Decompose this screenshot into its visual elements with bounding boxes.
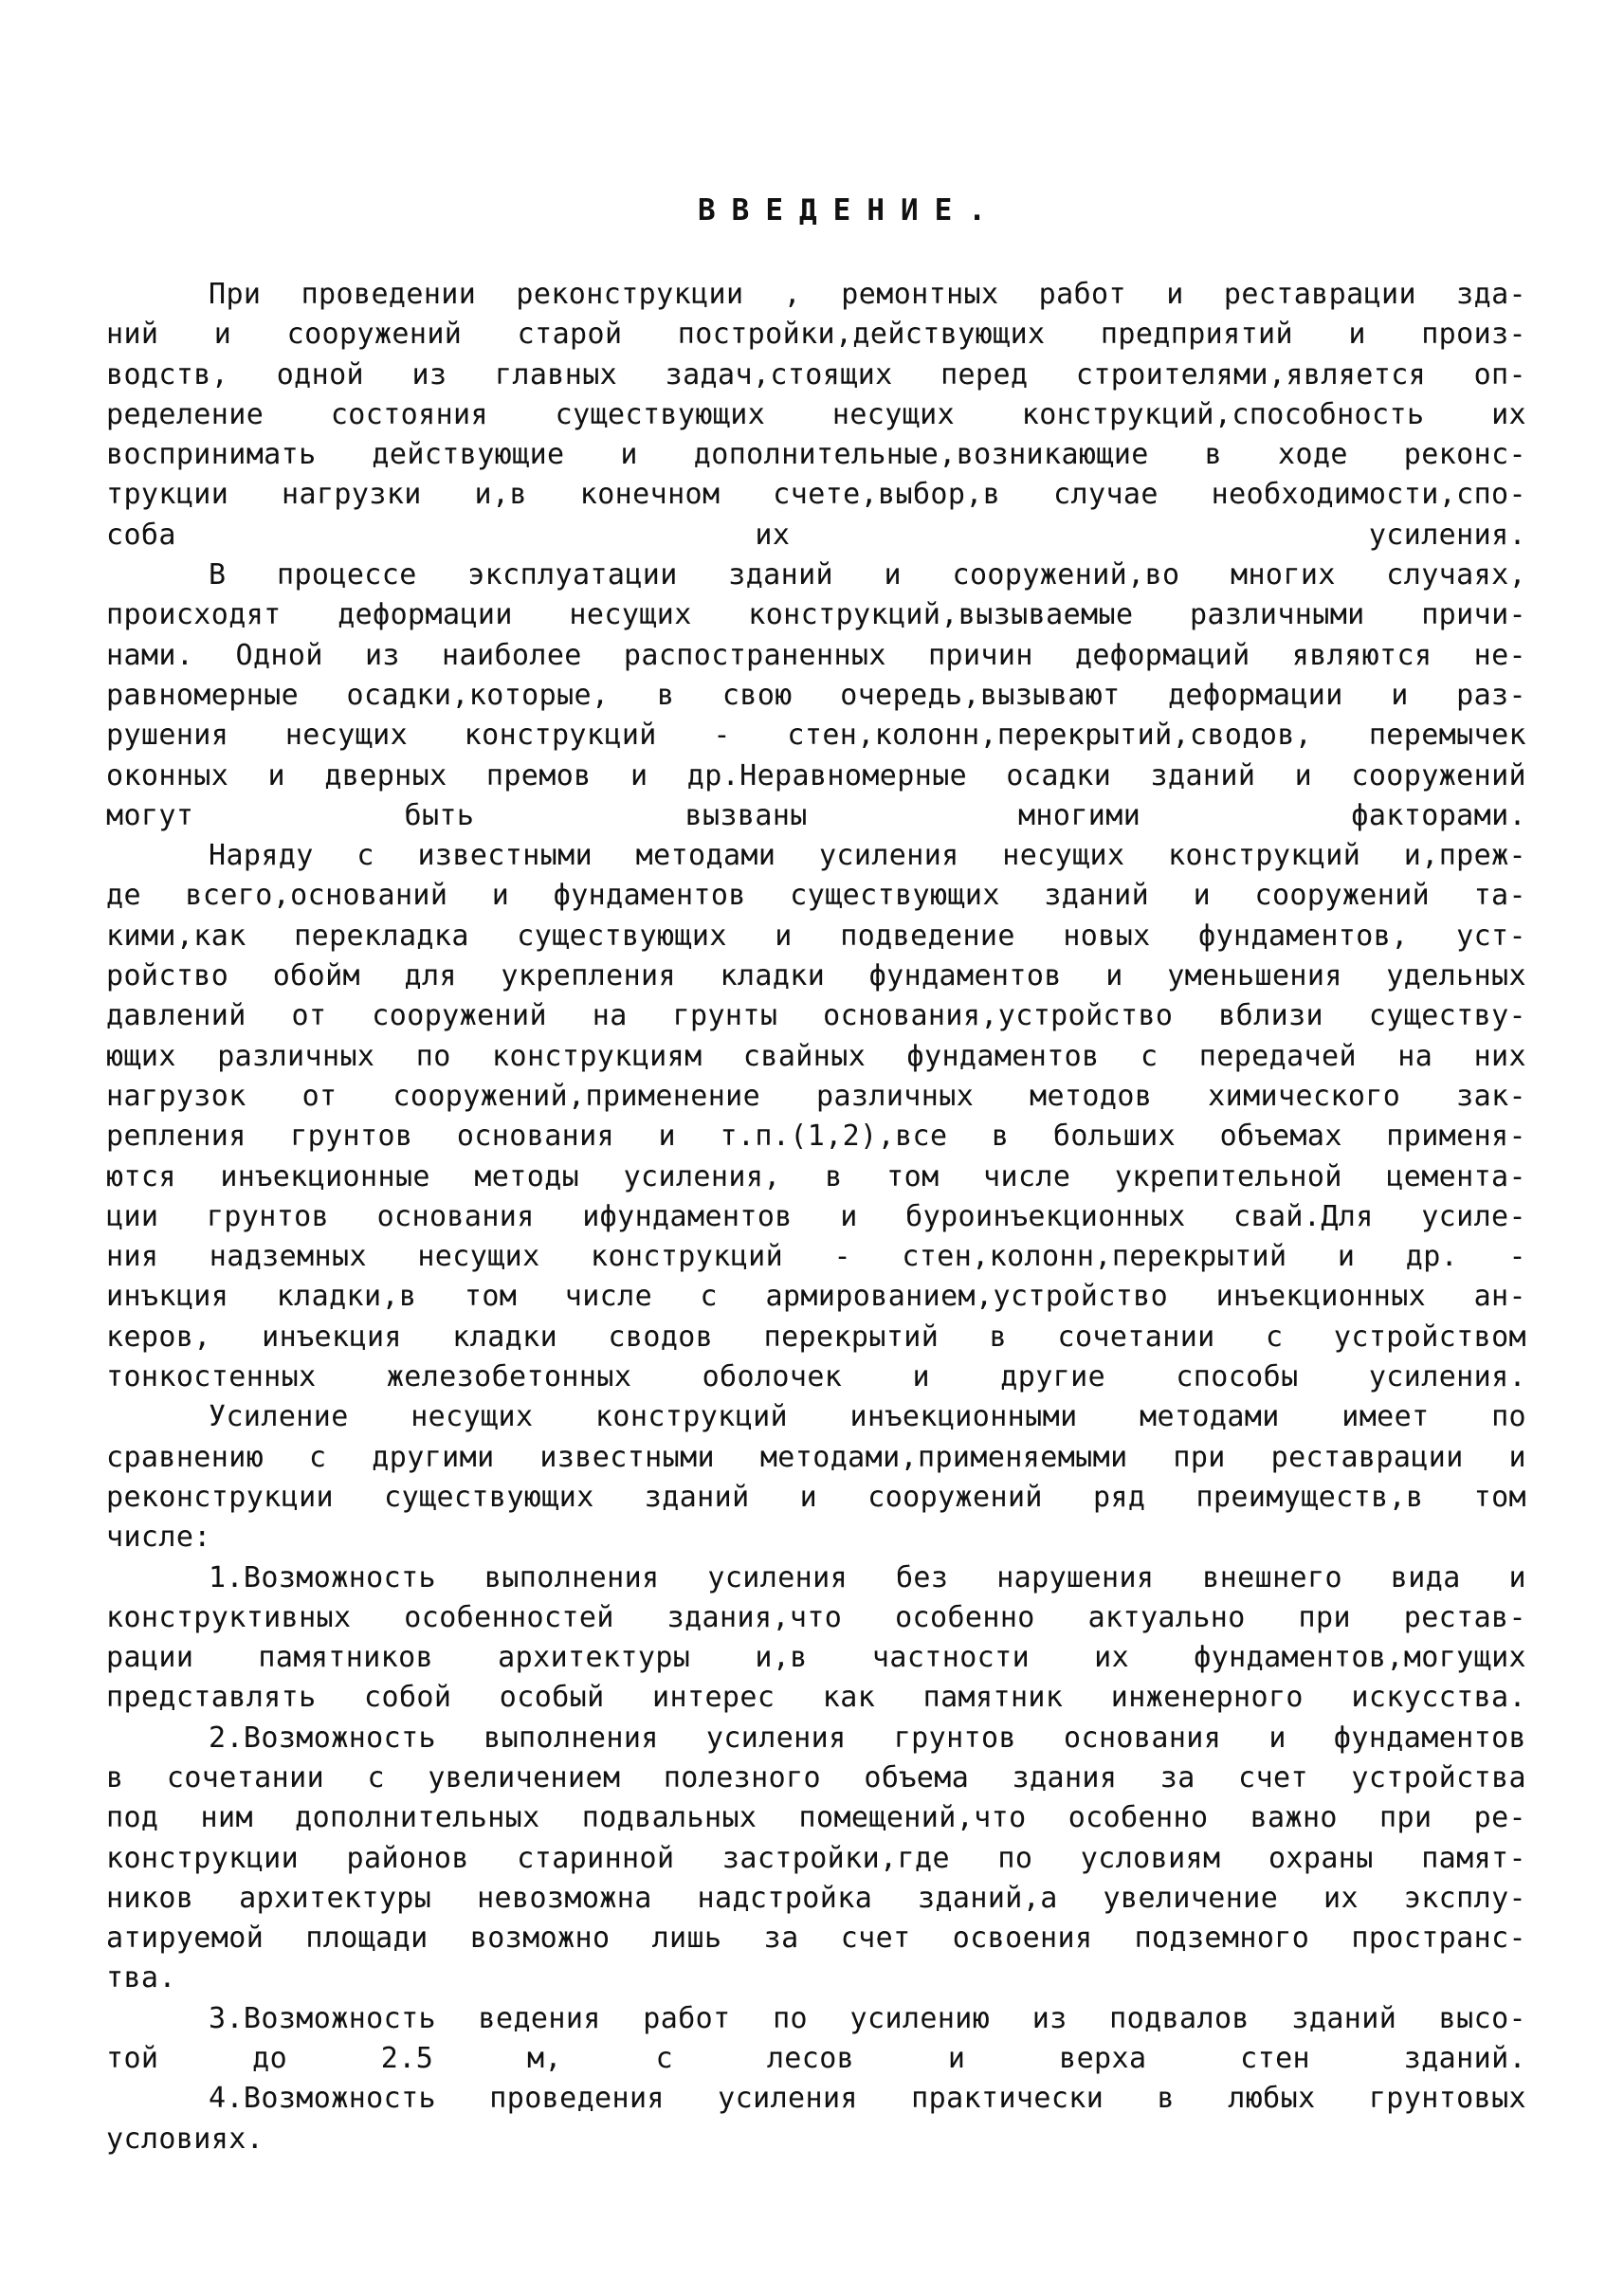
text-line-content: ции грунтов основания ифундаментов и буроинъекционных свай.Для усиле- xyxy=(106,1199,1526,1233)
text-line xyxy=(0,315,1624,355)
text-line-content: рации памятников архитектуры и,в частности их фундаментов,могущих xyxy=(106,1641,1526,1675)
text-line-content: водств, одной из главных задач,стоящих перед строителями,является оп- xyxy=(106,357,1526,392)
text-line xyxy=(0,435,1624,475)
text-line xyxy=(0,1077,1624,1117)
text-line-content: керов, инъекция кладки сводов перекрытий в сочетании с устройством xyxy=(106,1320,1526,1354)
text-line xyxy=(0,636,1624,676)
text-line-content: воспринимать действующие и дополнительные,возникающие в ходе реконс- xyxy=(106,438,1526,472)
text-line-content: представлять собой особый интерес как памятник инженерного искусства. xyxy=(106,1681,1526,1715)
text-line xyxy=(0,1237,1624,1277)
text-line xyxy=(0,716,1624,756)
text-line-content: репления грунтов основания и т.п.(1,2),все в больших объемах применя- xyxy=(106,1120,1526,1154)
text-line-content: трукции нагрузки и,в конечном счете,выбор,в случае необходимости,спо- xyxy=(106,478,1526,512)
text-line-content: инъкция кладки,в том числе с армированием,устройство инъекционных ан- xyxy=(106,1280,1526,1314)
text-line xyxy=(0,956,1624,996)
text-line-content: ющих различных по конструкциям свайных фундаментов с передачей на них xyxy=(106,1039,1526,1073)
text-line-content: ройство обойм для укрепления кладки фундаментов и уменьшения удельных xyxy=(106,959,1526,993)
text-line xyxy=(0,756,1624,796)
text-line xyxy=(0,1879,1624,1919)
text-line-content: под ним дополнительных подвальных помещений,что особенно важно при ре- xyxy=(106,1801,1526,1835)
text-line-content: оконных и дверных премов и др.Неравномерные осадки зданий и сооружений xyxy=(106,758,1526,792)
text-line-content: соба их усиления. xyxy=(106,518,1526,552)
text-line xyxy=(0,1678,1624,1718)
text-line xyxy=(0,1037,1624,1077)
text-line xyxy=(0,1558,1624,1598)
text-line-content: нагрузок от сооружений,применение различных методов химического зак- xyxy=(106,1079,1526,1113)
text-line xyxy=(0,1798,1624,1838)
text-line-content: условиях. xyxy=(106,2122,265,2156)
text-line-content: той до 2.5 м, с лесов и верха стен зданий. xyxy=(106,2042,1526,2076)
text-line xyxy=(0,1598,1624,1638)
text-line-content: равномерные осадки,которые, в свою очередь,вызывают деформации и раз- xyxy=(106,678,1526,712)
text-line-content: В процессе эксплуатации зданий и сооружений,во многих случаях, xyxy=(209,558,1526,592)
text-line xyxy=(0,1478,1624,1518)
text-line-content: могут быть вызваны многими факторами. xyxy=(106,798,1526,832)
text-line xyxy=(0,2039,1624,2079)
text-line xyxy=(0,996,1624,1036)
text-line-content: тонкостенных железобетонных оболочек и другие способы усиления. xyxy=(106,1360,1526,1394)
text-line xyxy=(0,1958,1624,1998)
text-line-content: кими,как перекладка существующих и подведение новых фундаментов, уст- xyxy=(106,919,1526,953)
text-line-content: реконструкции существующих зданий и сооружений ряд преимуществ,в том xyxy=(106,1480,1526,1514)
text-line-content: атируемой площади возможно лишь за счет освоения подземного пространс- xyxy=(106,1922,1526,1956)
text-line-content: происходят деформации несущих конструкций,вызываемые различными причи- xyxy=(106,598,1526,632)
text-line-content: нами. Одной из наиболее распостраненных причин деформаций являются не- xyxy=(106,638,1526,672)
text-line xyxy=(0,1197,1624,1237)
text-line-content: При проведении реконструкции , ремонтных работ и реставрации зда- xyxy=(209,278,1526,311)
text-line-content: конструктивных особенностей здания,что особенно актуально при рестав- xyxy=(106,1600,1526,1634)
text-line xyxy=(0,836,1624,876)
text-line xyxy=(0,1277,1624,1317)
text-line xyxy=(0,355,1624,395)
text-line-content: сравнению с другими известными методами,применяемыми при реставрации и xyxy=(106,1440,1526,1474)
text-line xyxy=(0,595,1624,635)
text-line-content: Наряду с известными методами усиления несущих конструкций и,преж- xyxy=(209,839,1526,873)
text-line xyxy=(0,1397,1624,1437)
text-line xyxy=(0,676,1624,716)
text-line xyxy=(0,1758,1624,1798)
text-line xyxy=(0,1839,1624,1879)
text-line-content: 2.Возможность выполнения усиления грунтов основания и фундаментов xyxy=(209,1721,1526,1755)
text-line xyxy=(0,2120,1624,2159)
text-line-content: ределение состояния существующих несущих конструкций,способность их xyxy=(106,397,1526,431)
text-line xyxy=(0,556,1624,595)
text-line xyxy=(0,1638,1624,1678)
text-line xyxy=(0,1919,1624,1958)
text-line xyxy=(0,876,1624,916)
text-line xyxy=(0,1357,1624,1397)
text-line xyxy=(0,796,1624,836)
text-line-content: числе: xyxy=(106,1521,211,1555)
text-line xyxy=(0,275,1624,315)
text-line xyxy=(0,1719,1624,1758)
text-line-content: де всего,оснований и фундаментов существующих зданий и сооружений та- xyxy=(106,879,1526,913)
text-line-content: ются инъекционные методы усиления, в том числе укрепительной цемента- xyxy=(106,1159,1526,1193)
text-line xyxy=(0,2079,1624,2119)
text-line xyxy=(0,475,1624,515)
text-line-content: 4.Возможность проведения усиления практически в любых грунтовых xyxy=(209,2082,1526,2116)
text-line xyxy=(0,1157,1624,1197)
text-line-content: ников архитектуры невозможна надстройка зданий,а увеличение их эксплу- xyxy=(106,1881,1526,1915)
page-title: ВВЕДЕНИЕ. xyxy=(698,193,1002,228)
text-line-content: Усиление несущих конструкций инъекционными методами имеет по xyxy=(209,1400,1526,1434)
text-line-content: в сочетании с увеличением полезного объема здания за счет устройства xyxy=(106,1760,1526,1794)
text-line xyxy=(0,1318,1624,1357)
text-line-content: ния надземных несущих конструкций - стен,колонн,перекрытий и др. - xyxy=(106,1240,1526,1274)
text-line xyxy=(0,1438,1624,1478)
text-line-content: тва. xyxy=(106,1961,176,1995)
text-line xyxy=(0,1999,1624,2039)
text-line-content: давлений от сооружений на грунты основания,устройство вблизи существу- xyxy=(106,999,1526,1033)
text-body xyxy=(0,275,1624,2159)
text-line-content: конструкции районов старинной застройки,где по условиям охраны памят- xyxy=(106,1841,1526,1875)
text-line-content: 1.Возможность выполнения усиления без нарушения внешнего вида и xyxy=(209,1560,1526,1594)
text-line xyxy=(0,1518,1624,1557)
text-line xyxy=(0,516,1624,556)
text-line-content: ний и сооружений старой постройки,действующих предприятий и произ- xyxy=(106,318,1526,352)
text-line-content: рушения несущих конструкций - стен,колонн,перекрытий,сводов, перемычек xyxy=(106,719,1526,753)
text-line xyxy=(0,395,1624,435)
text-line xyxy=(0,917,1624,956)
text-line-content: 3.Возможность ведения работ по усилению из подвалов зданий высо- xyxy=(209,2001,1526,2035)
text-line xyxy=(0,1117,1624,1157)
